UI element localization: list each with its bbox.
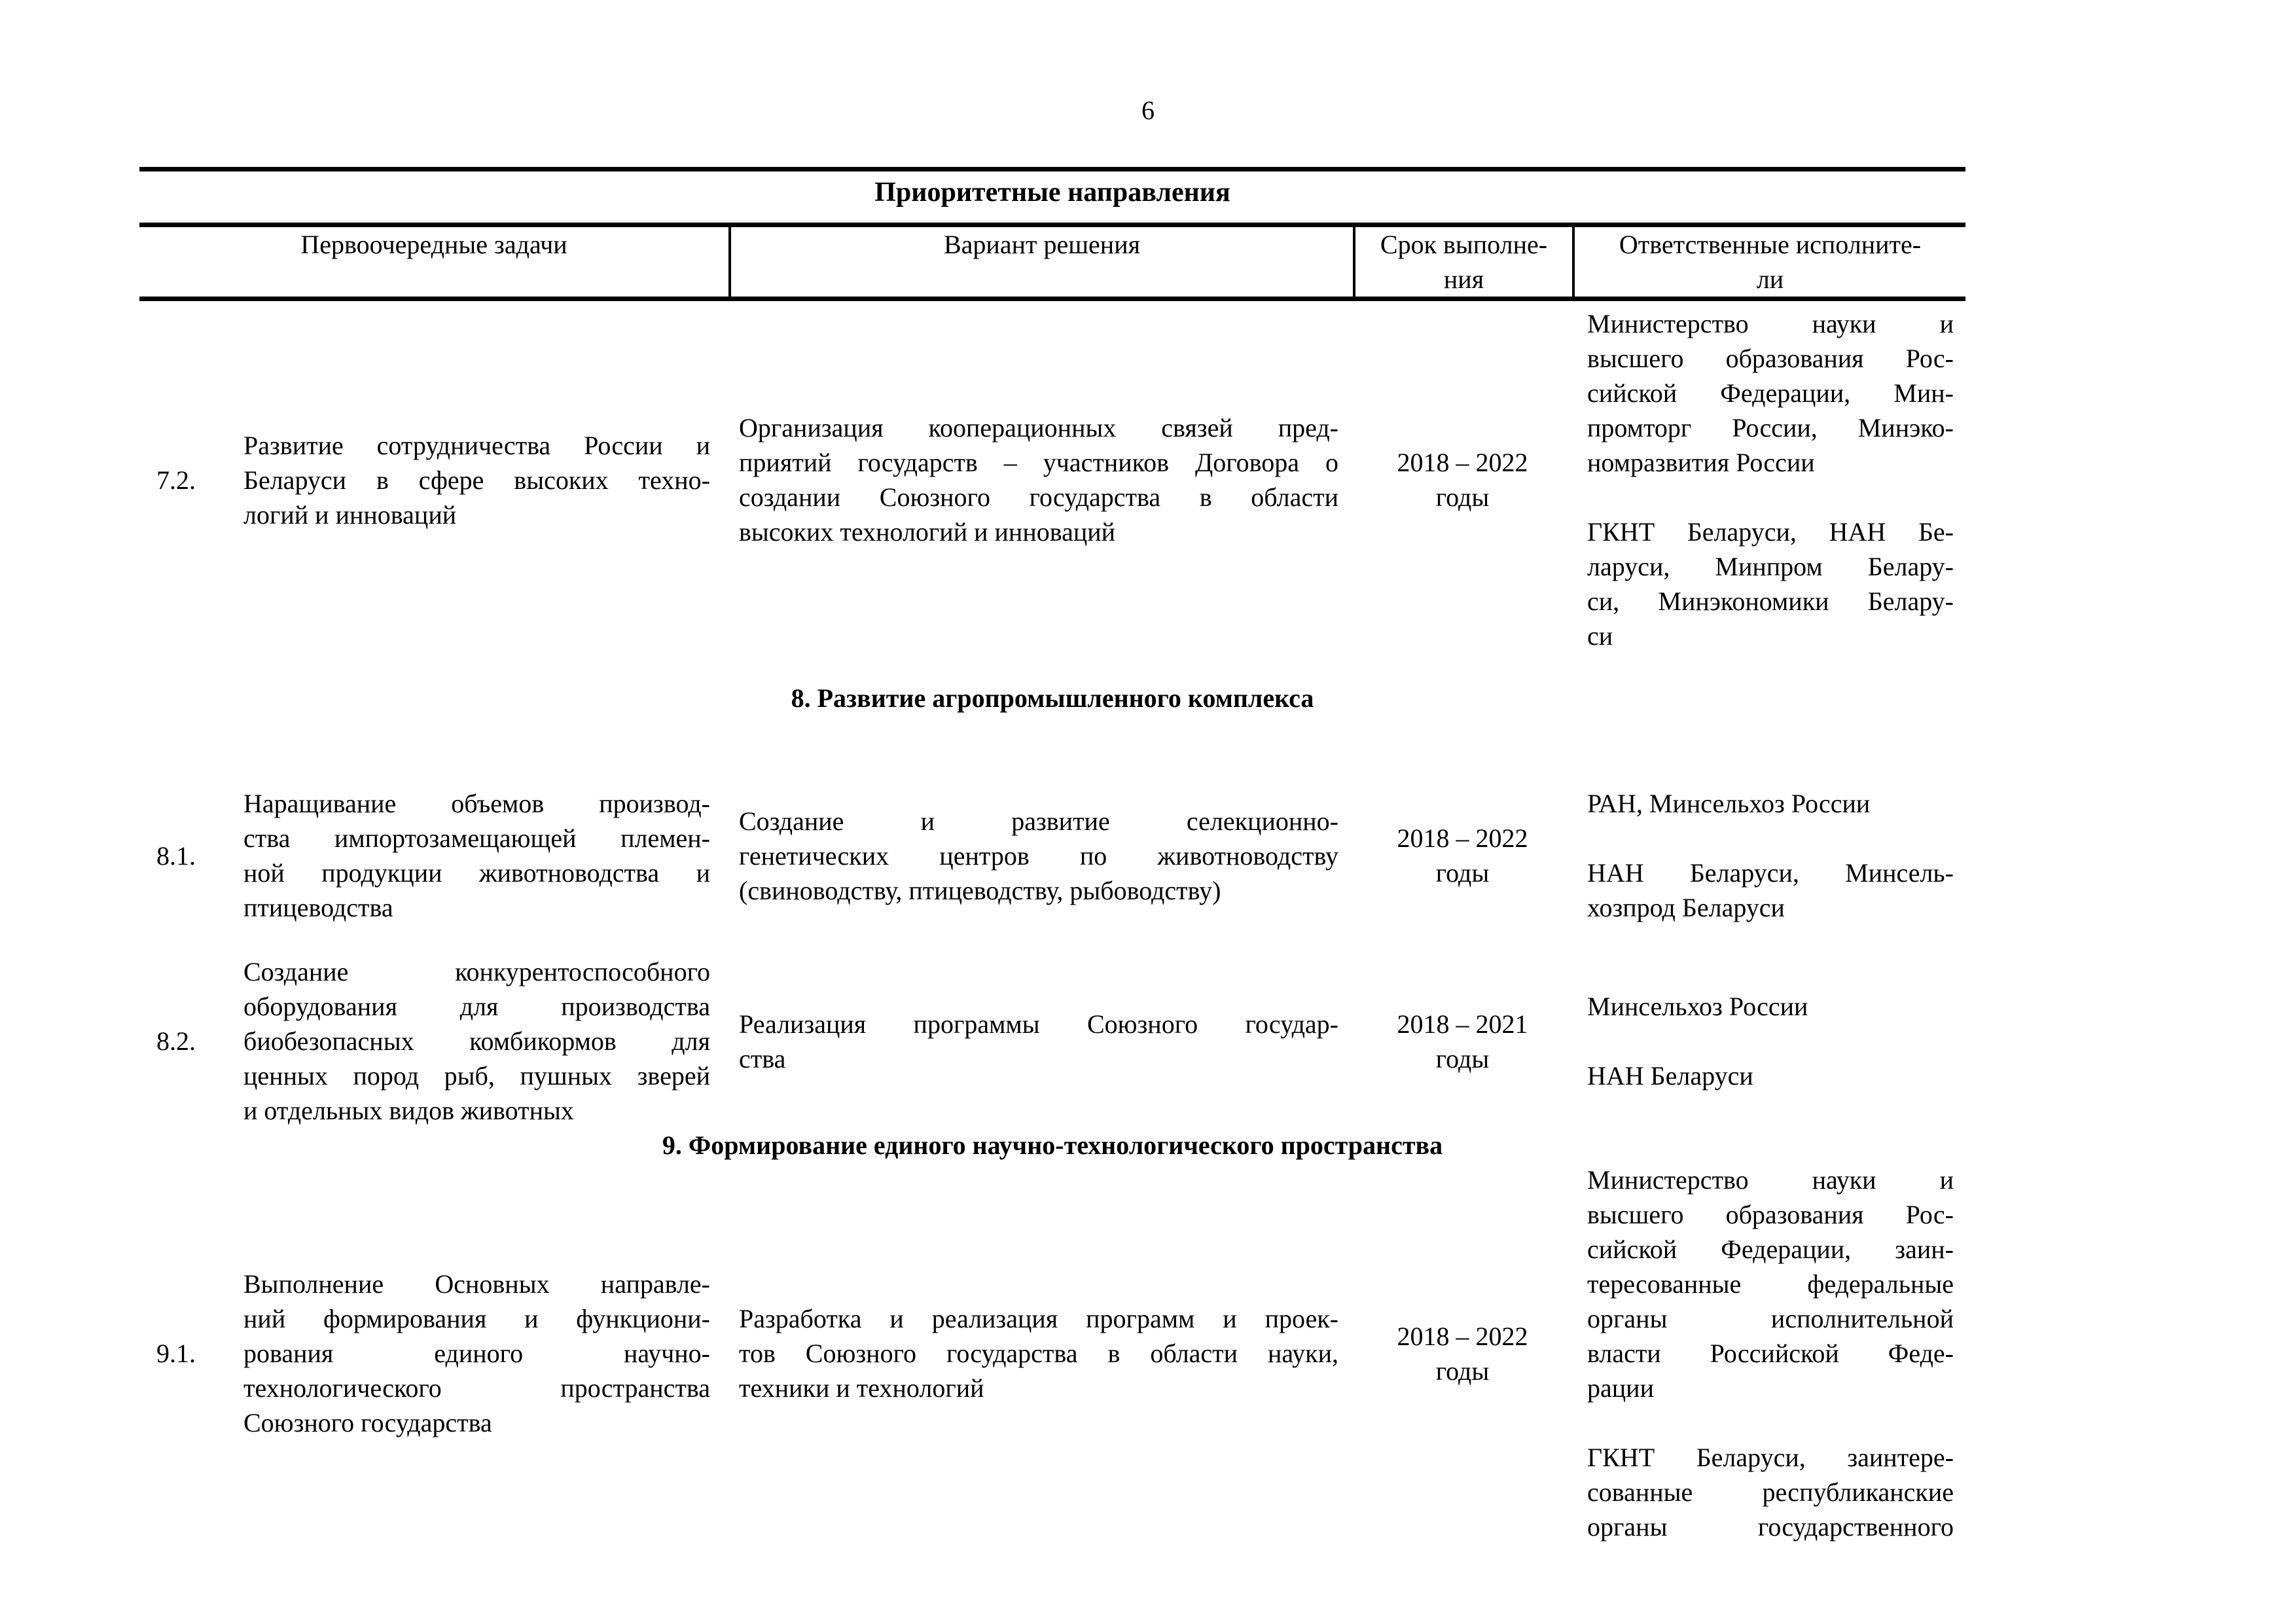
executor-line: Министерство науки и bbox=[1587, 309, 1954, 338]
page-number: 6 bbox=[1141, 96, 1155, 125]
cell-solution bbox=[728, 804, 1353, 908]
task-text bbox=[243, 428, 728, 532]
table-row bbox=[139, 786, 1965, 925]
section-heading-8: 8. Развитие агропромышленного комплекса bbox=[791, 683, 1314, 713]
term-line: годы bbox=[1435, 482, 1490, 512]
cell-executors bbox=[1572, 1163, 1965, 1544]
header-line: Вариант решения bbox=[944, 230, 1140, 259]
cell-tasks bbox=[139, 428, 728, 532]
solution-line: приятий государств – участников Договора о bbox=[739, 448, 1338, 477]
executor-line: ГКНТ Беларуси, заинтере- bbox=[1587, 1443, 1954, 1472]
executors-belarus bbox=[1587, 514, 1954, 653]
header-line: ли bbox=[1756, 264, 1784, 294]
task-line: ства импортозамещающей племен- bbox=[243, 823, 710, 853]
executor-line: си bbox=[1587, 621, 1613, 651]
executors-russia bbox=[1587, 786, 1954, 821]
term-line: 2018 – 2022 bbox=[1397, 448, 1528, 477]
cell-executors bbox=[1572, 786, 1965, 925]
task-line: Союзного государства bbox=[243, 1408, 492, 1437]
cell-solution bbox=[728, 1007, 1353, 1076]
priority-directions-table bbox=[139, 0, 1965, 1544]
executor-line: НАН Беларуси bbox=[1587, 1061, 1753, 1091]
executor-line: органы государственного bbox=[1587, 1512, 1954, 1542]
cell-executors bbox=[1572, 989, 1965, 1093]
cell-tasks bbox=[139, 786, 728, 925]
term-line: 2018 – 2022 bbox=[1397, 1321, 1528, 1351]
header-cell-tasks bbox=[139, 227, 728, 297]
task-line: рования единого научно- bbox=[243, 1339, 710, 1368]
executor-line: номразвития России bbox=[1587, 448, 1815, 477]
executor-line: высшего образования Рос- bbox=[1587, 1200, 1954, 1229]
executor-line: си, Минэкономики Белару- bbox=[1587, 586, 1954, 616]
header-cell-executors bbox=[1572, 227, 1965, 297]
task-line: Наращивание объемов производ- bbox=[243, 789, 710, 818]
solution-line: Организация кооперационных связей пред- bbox=[739, 413, 1338, 442]
executor-line: ГКНТ Беларуси, НАН Бе- bbox=[1587, 517, 1954, 547]
executor-line: хозпрод Беларуси bbox=[1587, 893, 1785, 922]
executors-belarus bbox=[1587, 1440, 1954, 1544]
cell-tasks bbox=[139, 954, 728, 1128]
executor-line: органы исполнительной bbox=[1587, 1304, 1954, 1333]
solution-line: ства bbox=[739, 1043, 786, 1074]
task-text bbox=[243, 1267, 728, 1440]
term-line: годы bbox=[1435, 858, 1490, 888]
task-line: технологического пространства bbox=[243, 1373, 710, 1403]
task-line: логий и инноваций bbox=[243, 499, 457, 530]
solution-line: создании Союзного государства в области bbox=[739, 482, 1338, 512]
header-cell-solution bbox=[728, 227, 1353, 297]
task-line: ной продукции животноводства и bbox=[243, 858, 710, 888]
solution-line: Реализация программы Союзного государ- bbox=[739, 1009, 1338, 1039]
executors-russia bbox=[1587, 1163, 1954, 1405]
table-title: Приоритетные направления bbox=[874, 177, 1230, 208]
header-line: Ответственные исполните- bbox=[1619, 230, 1922, 259]
cell-solution bbox=[728, 1301, 1353, 1405]
executors-russia bbox=[1587, 989, 1954, 1024]
task-text bbox=[243, 786, 728, 925]
executor-line: рации bbox=[1587, 1373, 1654, 1403]
cell-tasks bbox=[139, 1267, 728, 1440]
task-line: ценных пород рыб, пушных зверей bbox=[243, 1061, 710, 1091]
header-cell-term bbox=[1353, 227, 1572, 297]
executor-line: сийской Федерации, заин- bbox=[1587, 1235, 1954, 1264]
table-row bbox=[139, 1163, 1965, 1544]
executor-line: высшего образования Рос- bbox=[1587, 344, 1954, 373]
task-line: ний формирования и функциони- bbox=[243, 1304, 710, 1333]
row-number: 9.1. bbox=[156, 1339, 196, 1368]
solution-line: Разработка и реализация программ и проек- bbox=[739, 1304, 1338, 1333]
task-line: Выполнение Основных направле- bbox=[243, 1269, 710, 1299]
task-line: Создание конкурентоспособного bbox=[243, 957, 710, 986]
term-line: годы bbox=[1435, 1356, 1490, 1386]
executor-line: НАН Беларуси, Минсель- bbox=[1587, 858, 1954, 888]
table-row bbox=[139, 954, 1965, 1128]
solution-line: генетических центров по животноводству bbox=[739, 840, 1338, 871]
executors-belarus bbox=[1587, 1058, 1954, 1093]
row-number: 8.2. bbox=[156, 1026, 196, 1056]
cell-term bbox=[1353, 1319, 1572, 1388]
cell-term bbox=[1353, 445, 1572, 514]
executor-line: сованные республиканские bbox=[1587, 1477, 1954, 1507]
row-number: 7.2. bbox=[156, 465, 196, 495]
task-text bbox=[243, 954, 728, 1128]
task-line: птицеводства bbox=[243, 893, 393, 922]
task-line: Развитие сотрудничества России и bbox=[243, 430, 710, 460]
row-number: 8.1. bbox=[156, 840, 196, 871]
solution-line: Создание и развитие селекционно- bbox=[739, 806, 1338, 836]
executor-line: РАН, Минсельхоз России bbox=[1587, 789, 1871, 818]
executors-belarus bbox=[1587, 856, 1954, 925]
executor-line: промторг России, Минэко- bbox=[1587, 413, 1954, 442]
term-line: 2018 – 2022 bbox=[1397, 823, 1528, 853]
task-line: Беларуси в сфере высоких техно- bbox=[243, 465, 710, 495]
cell-executors bbox=[1572, 306, 1965, 653]
task-line: биобезопасных комбикормов для bbox=[243, 1026, 710, 1056]
executor-line: сийской Федерации, Мин- bbox=[1587, 378, 1954, 408]
executors-russia bbox=[1587, 306, 1954, 480]
executor-line: Министерство науки и bbox=[1587, 1165, 1954, 1195]
cell-term bbox=[1353, 1007, 1572, 1076]
cell-term bbox=[1353, 821, 1572, 890]
solution-line: тов Союзного государства в области науки, bbox=[739, 1339, 1338, 1368]
term-line: годы bbox=[1435, 1043, 1490, 1074]
executor-line: Минсельхоз России bbox=[1587, 992, 1808, 1021]
top-rule bbox=[139, 167, 1965, 171]
solution-line: (свиноводству, птицеводству, рыбоводству) bbox=[739, 875, 1221, 905]
header-line: Первоочередные задачи bbox=[300, 230, 567, 259]
table-header-row bbox=[139, 223, 1965, 301]
header-line: Срок выполне- bbox=[1380, 230, 1548, 259]
executor-line: власти Российской Феде- bbox=[1587, 1339, 1954, 1368]
term-line: 2018 – 2021 bbox=[1397, 1009, 1528, 1039]
table-row bbox=[139, 306, 1965, 653]
executor-line: ларуси, Минпром Белару- bbox=[1587, 552, 1954, 581]
cell-solution bbox=[728, 410, 1353, 549]
header-line: ния bbox=[1443, 264, 1484, 294]
executor-line: тересованные федеральные bbox=[1587, 1269, 1954, 1299]
task-line: и отдельных видов животных bbox=[243, 1096, 574, 1125]
section-heading-9: 9. Формирование единого научно-технологического пространства bbox=[662, 1130, 1443, 1160]
solution-line: техники и технологий bbox=[739, 1373, 984, 1403]
solution-line: высоких технологий и инноваций bbox=[739, 517, 1116, 547]
task-line: оборудования для производства bbox=[243, 992, 710, 1021]
